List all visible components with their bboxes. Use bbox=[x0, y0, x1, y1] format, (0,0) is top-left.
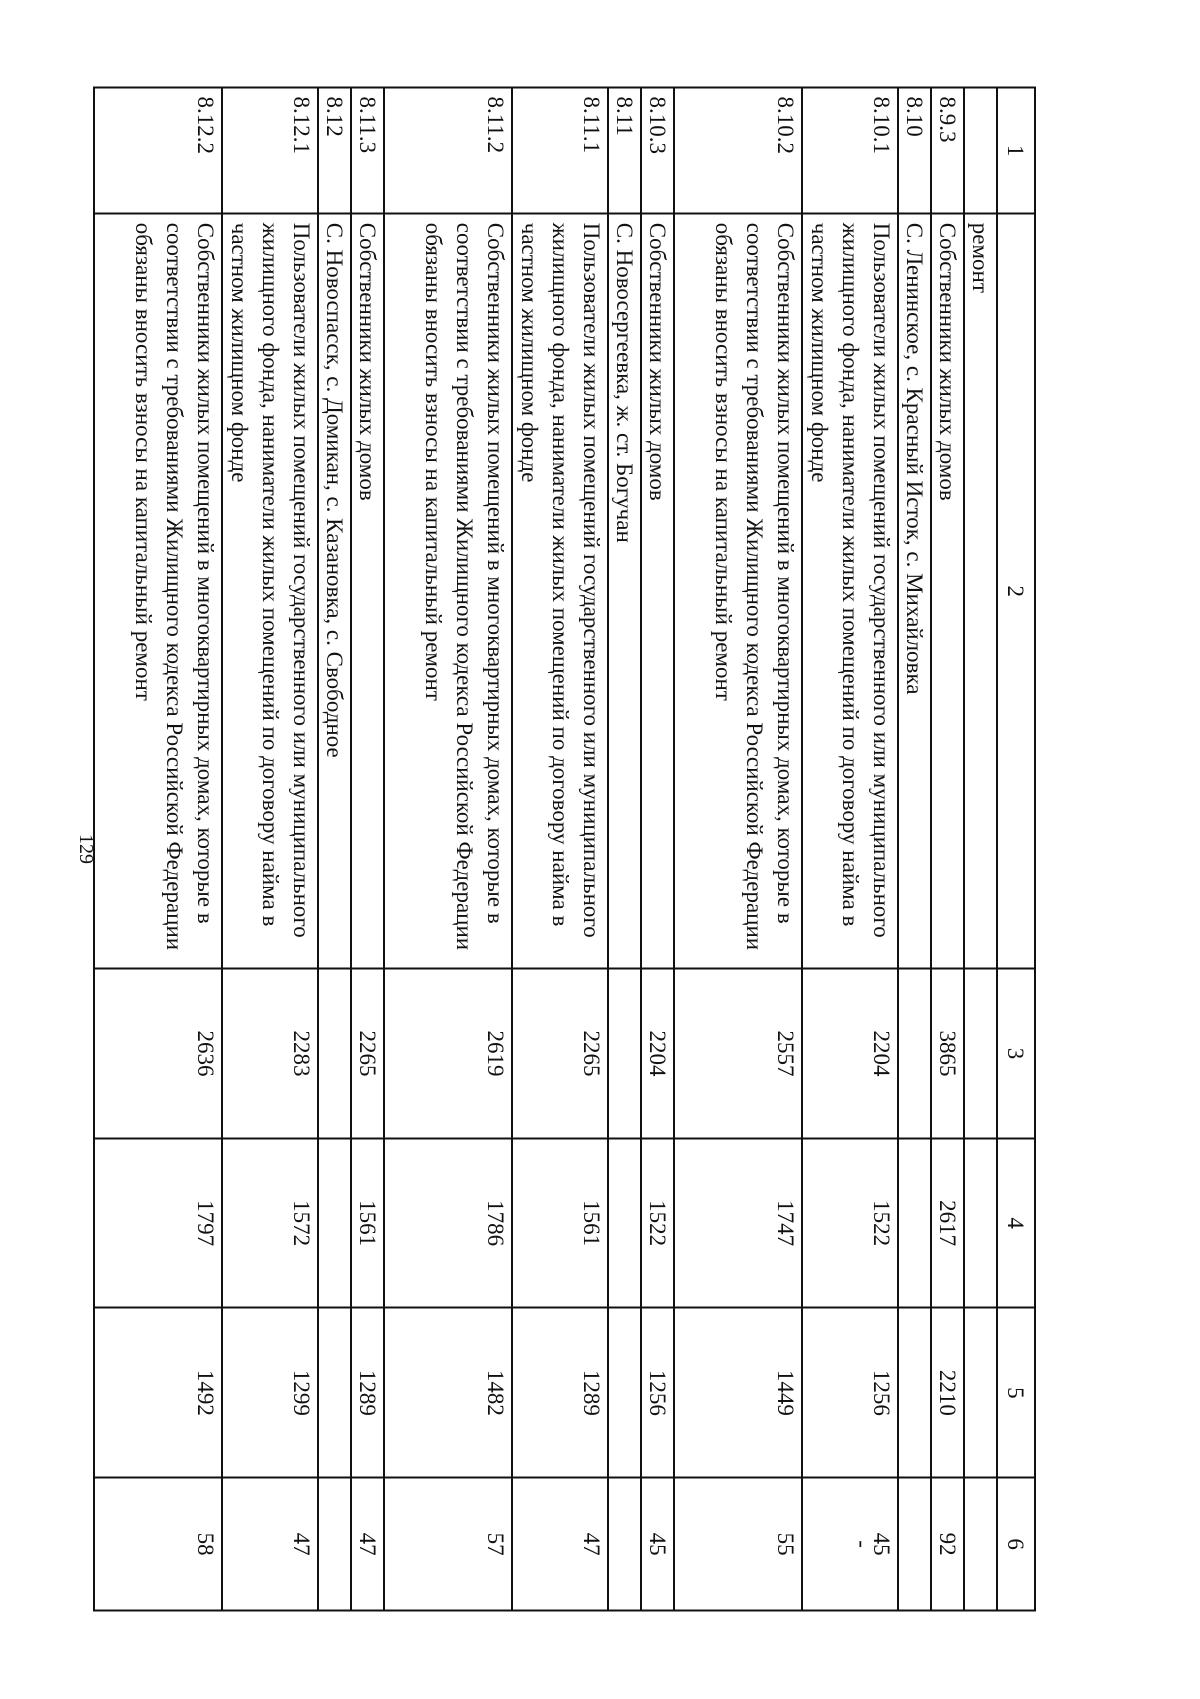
cell-col4: 1561 bbox=[351, 1138, 384, 1308]
cell-col5: 1289 bbox=[512, 1308, 608, 1478]
cell-col3: 2557 bbox=[674, 969, 802, 1139]
cell-col3: 2265 bbox=[351, 969, 384, 1139]
cell-col5: 1299 bbox=[222, 1308, 318, 1478]
cell-col4: 1786 bbox=[384, 1138, 512, 1308]
row-code: 8.11.1 bbox=[512, 88, 608, 214]
cell-col3 bbox=[608, 969, 641, 1139]
cell-col5 bbox=[898, 1308, 931, 1478]
cell-col6 bbox=[964, 1478, 997, 1611]
table-row bbox=[384, 88, 512, 1611]
table-row bbox=[512, 88, 608, 1611]
cell-col4 bbox=[898, 1138, 931, 1308]
row-description: Собственники жилых домов bbox=[641, 214, 674, 969]
cell-col5: 1482 bbox=[384, 1308, 512, 1478]
dash-mark: - bbox=[850, 1540, 875, 1548]
cell-col5: 1289 bbox=[351, 1308, 384, 1478]
row-description: Пользователи жилых помещений государственного или муниципального жилищного фонда, наниматели жилых помещений по договору найма в частном жилищном фонде bbox=[222, 214, 318, 969]
cell-col3: 2283 bbox=[222, 969, 318, 1139]
table-row bbox=[608, 88, 641, 1611]
row-code: 8.12.1 bbox=[222, 88, 318, 214]
column-header-1: 1 bbox=[997, 88, 1035, 214]
cell-col6: 57 bbox=[384, 1478, 512, 1611]
row-description: Пользователи жилых помещений государственного или муниципального жилищного фонда, наниматели жилых помещений по договору найма в частном жилищном фонде bbox=[512, 214, 608, 969]
row-description: С. Новосергеевка, ж. ст. Богучан bbox=[608, 214, 641, 969]
cell-col4 bbox=[964, 1138, 997, 1308]
table-row bbox=[898, 88, 931, 1611]
row-code: 8.12.2 bbox=[94, 88, 222, 214]
cell-col4: 1522 bbox=[641, 1138, 674, 1308]
cell-col5 bbox=[608, 1308, 641, 1478]
cell-col5: 2210 bbox=[931, 1308, 964, 1478]
row-description: С. Новоспасск, с. Домикан, с. Казановка, с. Свободное bbox=[318, 214, 351, 969]
row-code: 8.11 bbox=[608, 88, 641, 214]
cell-col3: 3865 bbox=[931, 969, 964, 1139]
page-number: 129 bbox=[75, 834, 97, 864]
cell-col6 bbox=[318, 1478, 351, 1611]
cell-col6: 45 bbox=[641, 1478, 674, 1611]
cell-col3 bbox=[964, 969, 997, 1139]
cell-col6 bbox=[898, 1478, 931, 1611]
cell-col4: 2617 bbox=[931, 1138, 964, 1308]
cell-col6: 58 bbox=[94, 1478, 222, 1611]
table-row bbox=[964, 88, 997, 1611]
cell-col6: 47 bbox=[351, 1478, 384, 1611]
column-header-2: 2 bbox=[997, 214, 1035, 969]
table-row bbox=[222, 88, 318, 1611]
row-code: 8.10 bbox=[898, 88, 931, 214]
row-description: Собственники жилых домов bbox=[351, 214, 384, 969]
cell-col3 bbox=[318, 969, 351, 1139]
cell-col3: 2265 bbox=[512, 969, 608, 1139]
row-description: С. Ленинское, с. Красный Исток, с. Михайловка bbox=[898, 214, 931, 969]
row-description: Собственники жилых домов bbox=[931, 214, 964, 969]
rotated-table-wrapper bbox=[131, 87, 1036, 1612]
table-row bbox=[674, 88, 802, 1611]
cell-col4: 1797 bbox=[94, 1138, 222, 1308]
row-code: 8.11.2 bbox=[384, 88, 512, 214]
cell-col3: 2204 bbox=[641, 969, 674, 1139]
cell-col6: 47 bbox=[512, 1478, 608, 1611]
cell-col5: 1256 bbox=[802, 1308, 898, 1478]
table-row bbox=[94, 88, 222, 1611]
table-row bbox=[802, 88, 898, 1611]
row-code: 8.10.3 bbox=[641, 88, 674, 214]
cell-col3: 2619 bbox=[384, 969, 512, 1139]
column-header-6: 6 bbox=[997, 1478, 1035, 1611]
cell-col4: 1572 bbox=[222, 1138, 318, 1308]
cell-col6: 92 bbox=[931, 1478, 964, 1611]
table-row bbox=[318, 88, 351, 1611]
cell-col5 bbox=[318, 1308, 351, 1478]
row-code: 8.10.1 bbox=[802, 88, 898, 214]
cell-col5 bbox=[964, 1308, 997, 1478]
row-code: 8.12 bbox=[318, 88, 351, 214]
cell-col5: 1449 bbox=[674, 1308, 802, 1478]
row-code: 8.10.2 bbox=[674, 88, 802, 214]
tariff-table bbox=[93, 87, 1036, 1612]
table-header-row bbox=[997, 88, 1035, 1611]
cell-col6 bbox=[608, 1478, 641, 1611]
cell-col4 bbox=[608, 1138, 641, 1308]
table-row bbox=[351, 88, 384, 1611]
row-description: Пользователи жилых помещений государственного или муниципального жилищного фонда, наниматели жилых помещений по договору найма в частном жилищном фонде bbox=[802, 214, 898, 969]
row-description: Собственники жилых помещений в многоквартирных домах, которые в соответствии с требованиями Жилищного кодекса Российской Федерации обязаны вносить взносы на капитальный ремонт bbox=[674, 214, 802, 969]
cell-col6: 55 bbox=[674, 1478, 802, 1611]
cell-col3: 2636 bbox=[94, 969, 222, 1139]
row-description: ремонт bbox=[964, 214, 997, 969]
cell-col5: 1256 bbox=[641, 1308, 674, 1478]
cell-col3 bbox=[898, 969, 931, 1139]
cell-col4 bbox=[318, 1138, 351, 1308]
column-header-4: 4 bbox=[997, 1138, 1035, 1308]
cell-col5: 1492 bbox=[94, 1308, 222, 1478]
table-row bbox=[931, 88, 964, 1611]
cell-col6: 47 bbox=[222, 1478, 318, 1611]
row-description: Собственники жилых помещений в многоквартирных домах, которые в соответствии с требованиями Жилищного кодекса Российской Федерации обязаны вносить взносы на капитальный ремонт bbox=[384, 214, 512, 969]
cell-col6 bbox=[802, 1478, 898, 1611]
row-code bbox=[964, 88, 997, 214]
column-header-3: 3 bbox=[997, 969, 1035, 1139]
cell-col4: 1522 bbox=[802, 1138, 898, 1308]
cell-col4: 1561 bbox=[512, 1138, 608, 1308]
row-code: 8.11.3 bbox=[351, 88, 384, 214]
column-header-5: 5 bbox=[997, 1308, 1035, 1478]
cell-col6-value: 45 bbox=[869, 1532, 894, 1556]
cell-col4: 1747 bbox=[674, 1138, 802, 1308]
cell-col3: 2204 bbox=[802, 969, 898, 1139]
row-code: 8.9.3 bbox=[931, 88, 964, 214]
table-row bbox=[641, 88, 674, 1611]
row-description: Собственники жилых помещений в многоквартирных домах, которые в соответствии с требованиями Жилищного кодекса Российской Федерации обязаны вносить взносы на капитальный ремонт bbox=[94, 214, 222, 969]
